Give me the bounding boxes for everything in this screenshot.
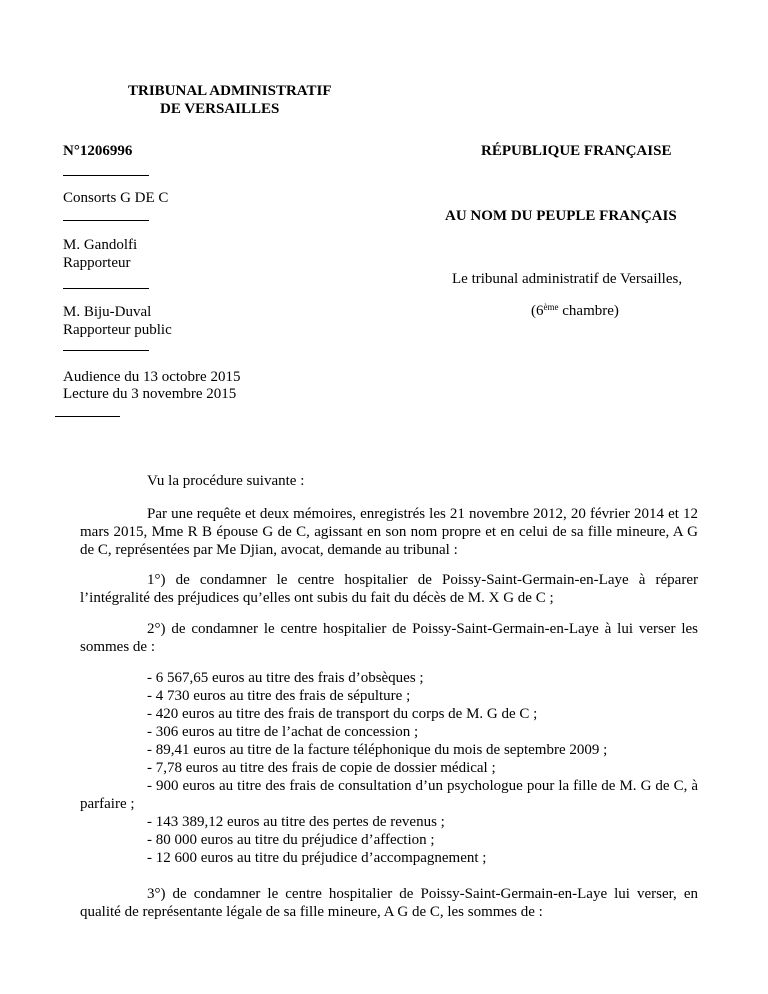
- list-item: - 7,78 euros au titre des frais de copie de dossier médical ;: [147, 760, 496, 776]
- amounts-list: [80, 669, 698, 867]
- court-name-line2: DE VERSAILLES: [160, 101, 280, 117]
- hearing-date: Audience du 13 octobre 2015: [63, 369, 241, 385]
- divider: [63, 220, 149, 221]
- list-item: - 420 euros au titre des frais de transport du corps de M. G de C ;: [147, 706, 538, 722]
- divider: [63, 175, 149, 176]
- list-item: - 6 567,65 euros au titre des frais d’obsèques ;: [147, 670, 424, 686]
- divider: [63, 288, 149, 289]
- rapporteur-title: Rapporteur: [63, 255, 131, 271]
- reading-date: Lecture du 3 novembre 2015: [63, 386, 237, 402]
- paragraph: 2°) de condamner le centre hospitalier de Poissy-Saint-Germain-en-Laye à lui verser les sommes de :: [80, 621, 698, 655]
- case-number: N°1206996: [63, 143, 133, 159]
- paragraph: 1°) de condamner le centre hospitalier de Poissy-Saint-Germain-en-Laye à réparer l’intégralité des préjudices qu’elles ont subis du fait du décès de M. X G de C ;: [80, 572, 698, 606]
- procedure-intro: Vu la procédure suivante :: [147, 473, 305, 489]
- list-item: - 4 730 euros au titre des frais de sépulture ;: [147, 688, 411, 704]
- list-item: - 80 000 euros au titre du préjudice d’affection ;: [147, 832, 435, 848]
- court-name-line1: TRIBUNAL ADMINISTRATIF: [128, 83, 332, 99]
- rapporteur-name: M. Gandolfi: [63, 237, 138, 253]
- list-item: - 143 389,12 euros au titre des pertes de revenus ;: [147, 814, 445, 830]
- parties: Consorts G DE C: [63, 190, 169, 206]
- list-item: - 306 euros au titre de l’achat de concession ;: [147, 724, 419, 740]
- public-rapporteur-name: M. Biju-Duval: [63, 304, 152, 320]
- paragraph: 3°) de condamner le centre hospitalier de Poissy-Saint-Germain-en-Laye lui verser, en qualité de représentante légale de sa fille mineure, A G de C, les sommes de :: [80, 886, 698, 920]
- chamber: (6ème chambre): [531, 302, 619, 319]
- republic-heading: RÉPUBLIQUE FRANÇAISE: [481, 143, 672, 159]
- public-rapporteur-title: Rapporteur public: [63, 322, 172, 338]
- list-item: - 89,41 euros au titre de la facture téléphonique du mois de septembre 2009 ;: [147, 742, 608, 758]
- people-heading: AU NOM DU PEUPLE FRANÇAIS: [445, 208, 677, 224]
- divider: [63, 350, 149, 351]
- paragraph: Par une requête et deux mémoires, enregistrés les 21 novembre 2012, 20 février 2014 et 12 mars 2015, Mme R B épouse G de C, agissant en son nom propre et en celui de sa fille mineure, A G de C, représentées par Me Djian, avocat, demande au tribunal :: [80, 506, 698, 558]
- tribunal-line: Le tribunal administratif de Versailles,: [452, 271, 683, 287]
- list-item: - 12 600 euros au titre du préjudice d’accompagnement ;: [147, 850, 487, 866]
- list-item: - 900 euros au titre des frais de consultation d’un psychologue pour la fille de M. G de C, à parfaire ;: [80, 778, 698, 812]
- divider: [55, 416, 120, 417]
